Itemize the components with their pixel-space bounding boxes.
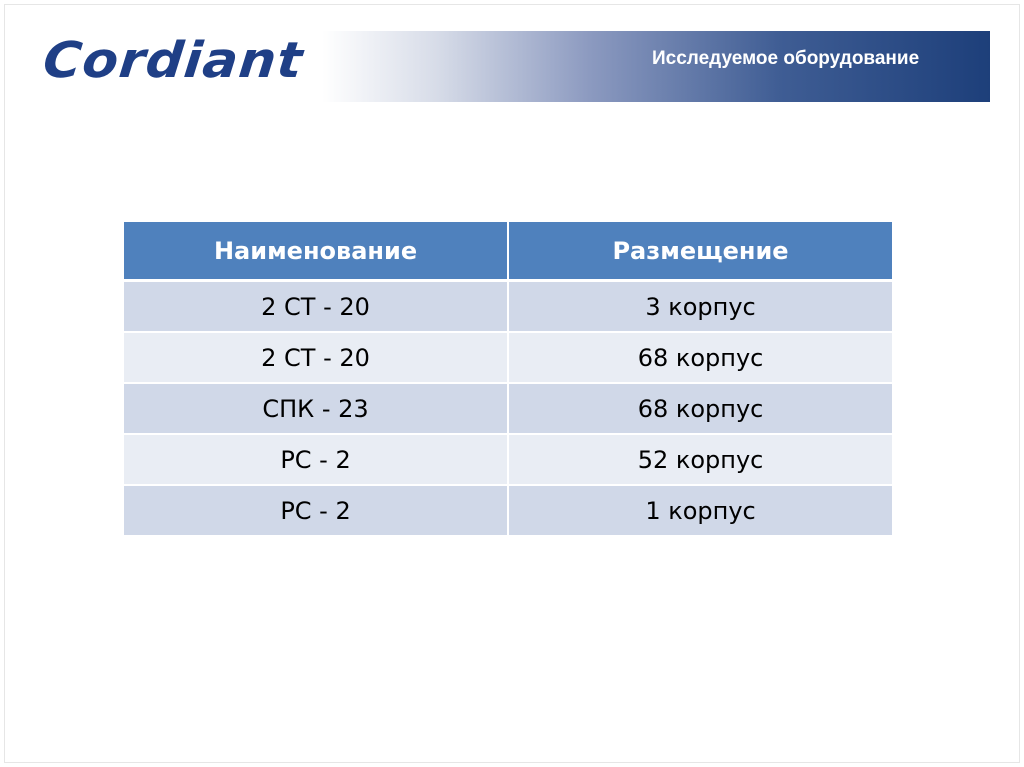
column-header-name: Наименование [124,222,508,281]
cell-name: РС - 2 [124,485,508,536]
cell-name: 2 СТ - 20 [124,281,508,333]
column-header-location: Размещение [508,222,892,281]
cell-location: 68 корпус [508,332,892,383]
table-row [124,383,892,434]
cell-name: 2 СТ - 20 [124,332,508,383]
slide-title: Исследуемое оборудование [652,48,920,69]
table-header-row [124,222,892,281]
table-row [124,485,892,536]
cell-location: 1 корпус [508,485,892,536]
table-row [124,332,892,383]
equipment-table [124,222,892,537]
cell-location: 68 корпус [508,383,892,434]
cell-location: 52 корпус [508,434,892,485]
table-row [124,434,892,485]
table-row [124,281,892,333]
cell-location: 3 корпус [508,281,892,333]
cell-name: СПК - 23 [124,383,508,434]
cell-name: РС - 2 [124,434,508,485]
cordiant-logo: Cordiant [40,32,306,90]
